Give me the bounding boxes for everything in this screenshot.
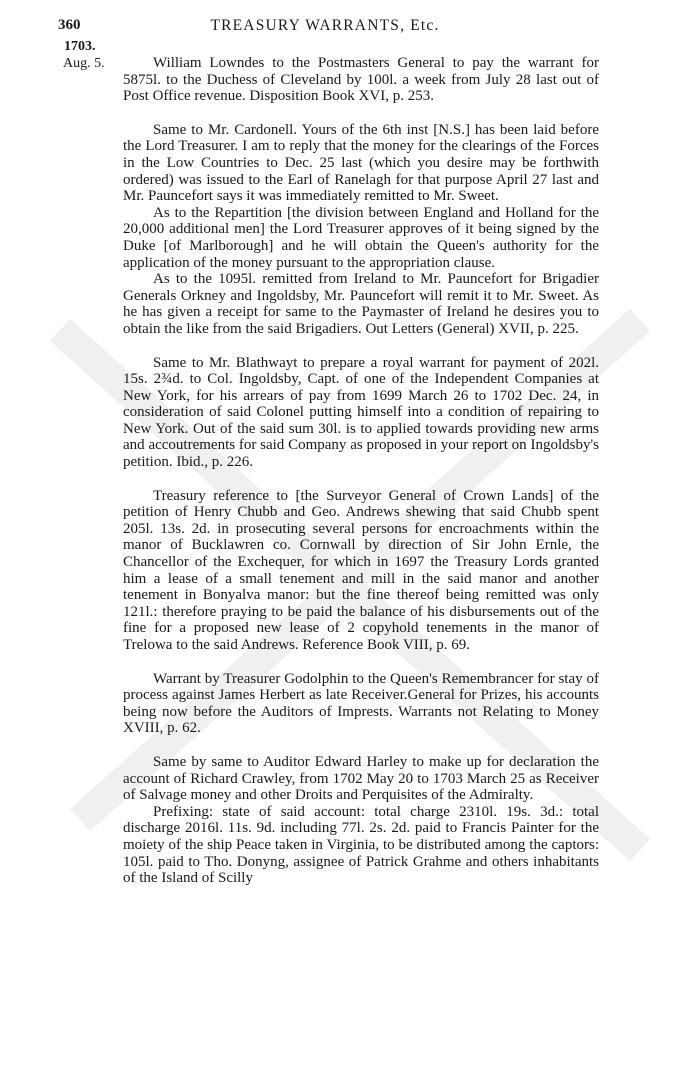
paragraph: Same by same to Auditor Edward Harley to make up for declaration the account of Richard Crawley, from 1702 May 20 to 1703 March 25 as Receiver of Salvage money and other Droits and Perquisites of the Admiralty. xyxy=(123,753,599,804)
page-number: 360 xyxy=(58,17,81,33)
page-header xyxy=(58,17,592,39)
document-body xyxy=(123,55,599,887)
paragraph: William Lowndes to the Postmasters General to pay the warrant for 5875l. to the Duchess of Cleveland by 100l. a week from July 28 last out of Post Office revenue. Disposition Book XVI, p. 253. xyxy=(123,55,599,105)
paragraph: As to the 1095l. remitted from Ireland to Mr. Pauncefort for Brigadier Generals Orkney and Ingoldsby, Mr. Pauncefort will remit it to Mr. Sweet. As he has given a receipt for same to the Paymaster of Ireland he desires you to obtain the like from the said Brigadiers. Out Letters (General) XVII, p. 225. xyxy=(123,271,599,337)
paragraph: Prefixing: state of said account: total charge 2310l. 19s. 3d.: total discharge 2016l. 11s. 9d. including 77l. 2s. 2d. paid to Francis Painter for the moiety of the ship Peace taken in Virginia, to be distributed among the captors: 105l. paid to Tho. Donyng, assignee of Patrick Grahme and others inhabitants of the Island of Scilly xyxy=(123,803,599,887)
running-title: TREASURY WARRANTS, Etc. xyxy=(210,17,440,34)
paragraph: Same to Mr. Blathwayt to prepare a royal warrant for payment of 202l. 15s. 2¾d. to Col. Ingoldsby, Capt. of one of the Independent Companies at New York, for his arrears of pay from 1699 March 26 to 1702 Dec. 24, in consideration of said Colonel putting himself into a condition of repairing to New York. Out of the said sum 30l. is to applied towards providing new arms and accoutrements for said Company as proposed in your report on Ingoldsby's petition. Ibid., p. 226. xyxy=(123,354,599,471)
margin-year: 1703. xyxy=(64,39,96,54)
margin-date: Aug. 5. xyxy=(63,56,105,71)
paragraph: Warrant by Treasurer Godolphin to the Queen's Remembrancer for stay of process against James Herbert as late Receiver.General for Prizes, his accounts being now before the Auditors of Imprests. Warrants not Relating to Money XVIII, p. 62. xyxy=(123,670,599,737)
paragraph: As to the Repartition [the division between England and Holland for the 20,000 additional men] the Lord Treasurer approves of it being signed by the Duke [of Marlborough] and he will obtain the Queen's authority for the application of the money pursuant to the appropriation clause. xyxy=(123,204,599,271)
paragraph: Same to Mr. Cardonell. Yours of the 6th inst [N.S.] has been laid before the Lord Treasurer. I am to reply that the money for the clearings of the Forces in the Low Countries to Dec. 25 last (which you desire may be forthwith ordered) was issued to the Earl of Ranelagh for that purpose April 27 last and Mr. Pauncefort says it was immediately remitted to Mr. Sweet. xyxy=(123,121,599,205)
paragraph: Treasury reference to [the Surveyor General of Crown Lands] of the petition of Henry Chubb and Geo. Andrews shewing that said Chubb spent 205l. 13s. 2d. in prosecuting several persons for encroachments within the manor of Bucklawren co. Cornwall by direction of Sir John Ernle, the Chancellor of the Exchequer, for which in 1697 the Treasury Lords granted him a lease of a small tenement and mill in the said manor and another tenement in Bonyalva manor: but the fine thereof being remitted was only 121l.: therefore praying to be paid the balance of his disbursements out of the fine for a proposed new lease of 2 copyhold tenements in the manor of Trelowa to the said Andrews. Reference Book VIII, p. 69. xyxy=(123,487,599,653)
